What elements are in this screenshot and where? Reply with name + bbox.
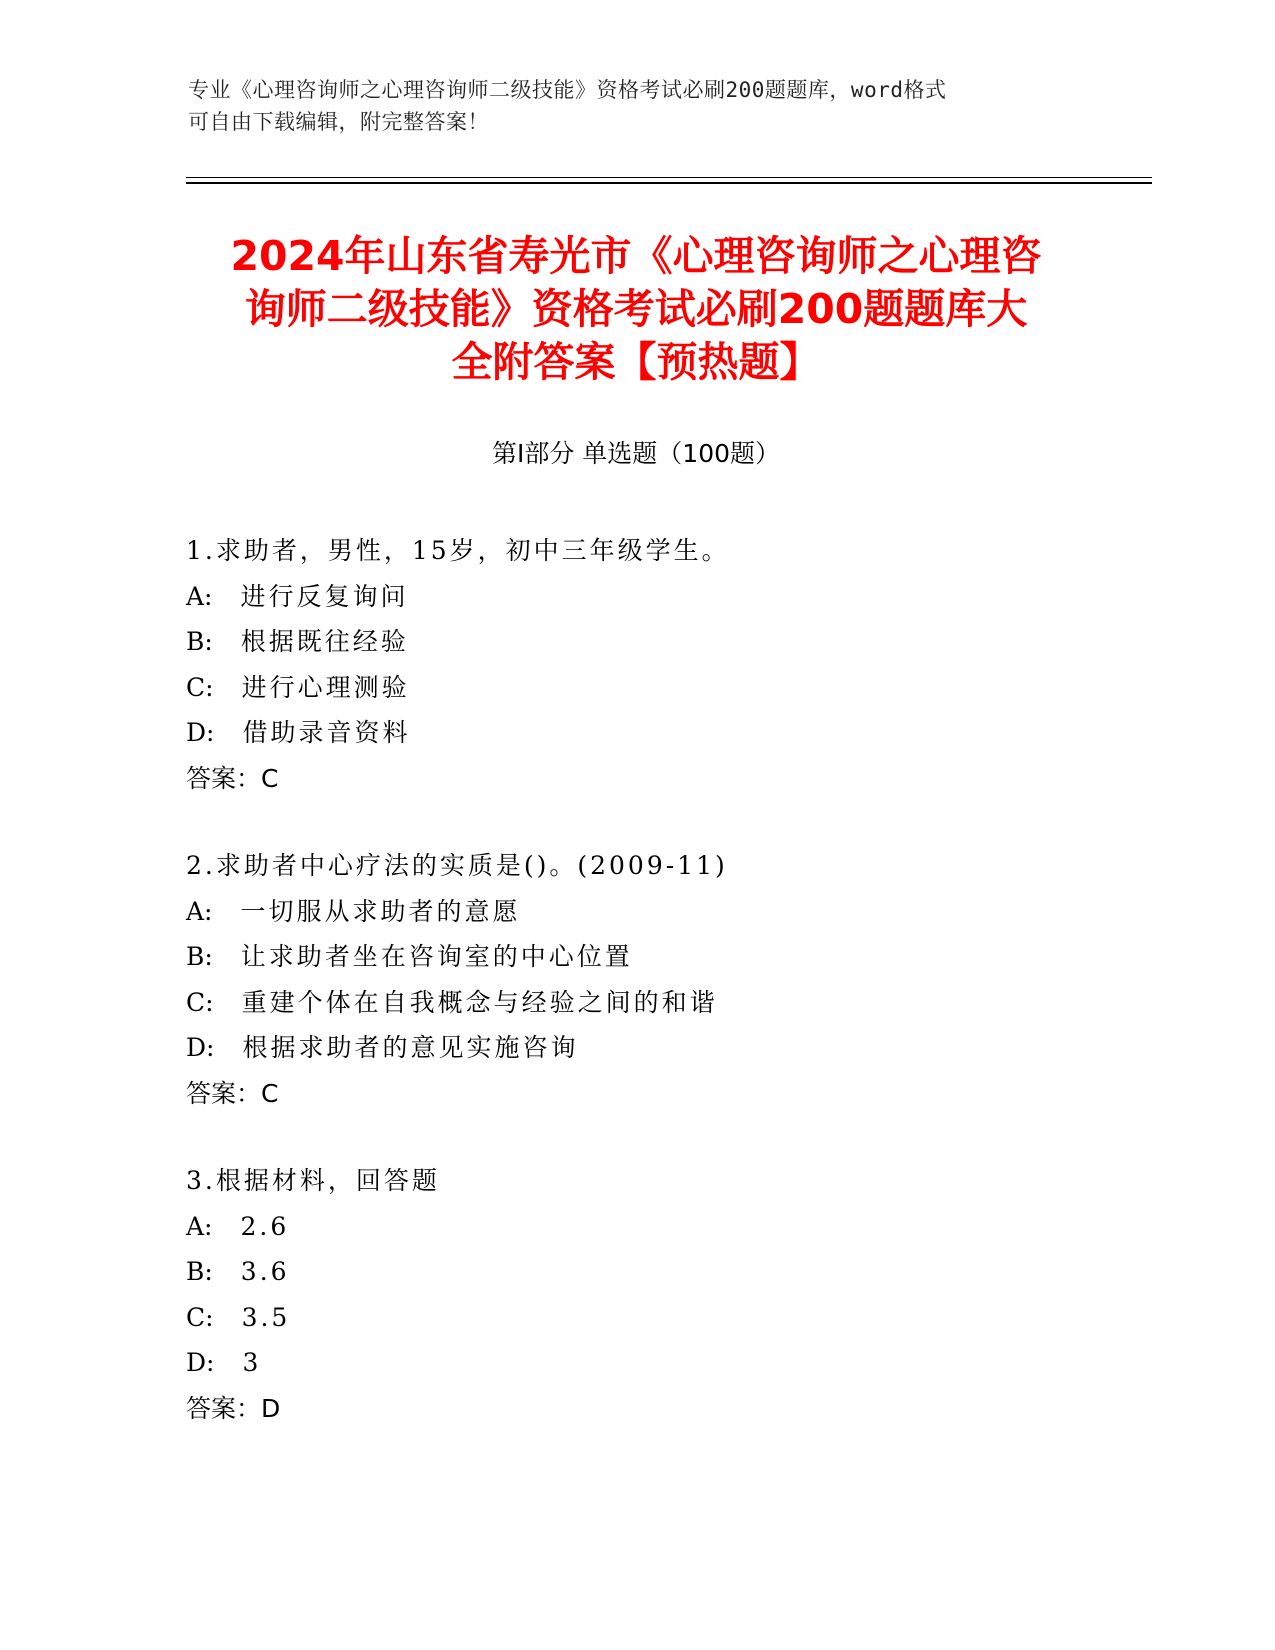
- header-note-line-1: 专业《心理咨询师之心理咨询师二级技能》资格考试必刷200题题库，word格式: [188, 78, 947, 102]
- option-c: [186, 665, 1146, 711]
- header-note: [188, 74, 1088, 138]
- question-stem: 1.求助者，男性，15岁，初中三年级学生。: [186, 536, 730, 565]
- header-divider-thin: [186, 177, 1152, 178]
- option-b: [186, 934, 1146, 980]
- option-text: 重建个体在自我概念与经验之间的和谐: [241, 987, 718, 1017]
- option-text: 一切服从求助者的意愿: [240, 896, 521, 926]
- option-letter: A:: [186, 581, 213, 611]
- option-text: 3.6: [240, 1257, 290, 1286]
- option-letter: B:: [186, 942, 213, 971]
- option-c: [186, 980, 1146, 1026]
- option-letter: D:: [186, 718, 215, 747]
- header-divider-thick: [186, 182, 1152, 184]
- section-heading: 第Ⅰ部分 单选题（100题）: [491, 439, 781, 468]
- question-list: [186, 528, 1146, 1473]
- document-title-line-3: 全附答案【预热题】: [451, 338, 821, 386]
- option-d: [186, 1340, 1146, 1386]
- option-a: [186, 574, 1146, 620]
- option-c: [186, 1295, 1146, 1341]
- option-text: 根据求助者的意见实施咨询: [242, 1033, 579, 1062]
- document-title-line-2: 询师二级技能》资格考试必刷200题题库大: [244, 285, 1028, 333]
- document-title-line-1: 2024年山东省寿光市《心理咨询师之心理咨: [230, 232, 1042, 280]
- answer-line: 答案：C: [186, 763, 279, 793]
- question-item: [186, 843, 1146, 1116]
- option-a: [186, 889, 1146, 935]
- option-d: [186, 710, 1146, 756]
- option-letter: A:: [186, 896, 213, 926]
- question-item: [186, 528, 1146, 801]
- answer-line: 答案：C: [186, 1078, 279, 1108]
- option-text: 进行反复询问: [240, 581, 409, 611]
- header-note-line-2: 可自由下载编辑，附完整答案！: [188, 110, 489, 134]
- option-letter: C:: [186, 1302, 214, 1332]
- option-letter: C:: [186, 987, 214, 1017]
- option-letter: C:: [186, 672, 214, 702]
- option-text: 3: [242, 1348, 262, 1377]
- question-stem: 3.根据材料，回答题: [186, 1166, 440, 1195]
- option-b: [186, 1249, 1146, 1295]
- option-letter: B:: [186, 1257, 213, 1286]
- question-item: [186, 1158, 1146, 1431]
- option-text: 进行心理测验: [241, 672, 410, 702]
- option-a: [186, 1204, 1146, 1250]
- option-letter: D:: [186, 1033, 215, 1062]
- option-b: [186, 619, 1146, 665]
- option-text: 让求助者坐在咨询室的中心位置: [240, 942, 633, 971]
- option-text: 2.6: [240, 1211, 290, 1241]
- document-title: [186, 230, 1086, 389]
- option-letter: A:: [186, 1211, 213, 1241]
- option-text: 3.5: [241, 1302, 291, 1332]
- answer-line: 答案：D: [186, 1393, 281, 1423]
- question-stem: 2.求助者中心疗法的实质是()。(2009-11): [186, 851, 728, 880]
- option-d: [186, 1025, 1146, 1071]
- option-text: 根据既往经验: [240, 627, 409, 656]
- option-letter: D:: [186, 1348, 215, 1377]
- option-letter: B:: [186, 627, 213, 656]
- option-text: 借助录音资料: [242, 718, 411, 747]
